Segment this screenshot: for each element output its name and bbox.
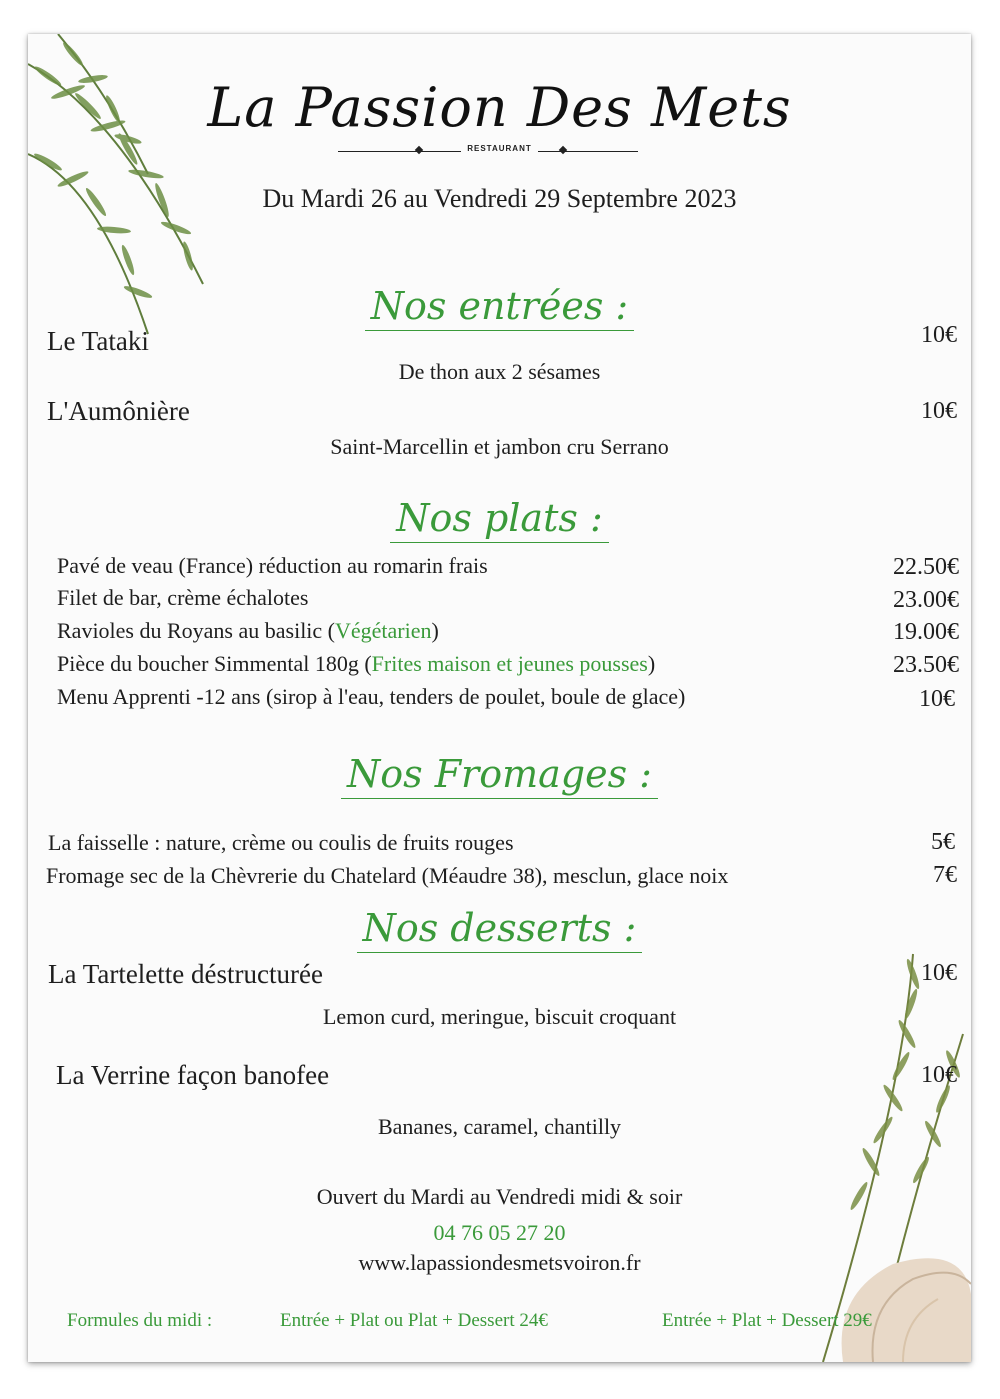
dish-name: Pavé de veau (France) réduction au romarin frais xyxy=(57,553,488,578)
dish-price: 7€ xyxy=(933,862,957,888)
website-link[interactable]: www.lapassiondesmetsvoiron.fr xyxy=(358,1250,641,1275)
formule-option: Entrée + Plat + Dessert 29€ xyxy=(662,1310,872,1331)
section-title-plats: Nos plats : xyxy=(28,496,971,540)
dish-price: 5€ xyxy=(931,829,955,855)
dish-name: Filet de bar, crème échalotes xyxy=(57,585,309,610)
phone-number[interactable]: 04 76 05 27 20 xyxy=(433,1220,566,1245)
dish-name: La faisselle : nature, crème ou coulis de fruits rouges xyxy=(48,830,514,855)
dish-description: Lemon curd, meringue, biscuit croquant xyxy=(322,1004,677,1029)
logo-tagline: RESTAURANT xyxy=(28,144,971,153)
opening-hours: Ouvert du Mardi au Vendredi midi & soir xyxy=(316,1184,683,1209)
menu-card xyxy=(28,34,971,1362)
restaurant-logo: La Passion Des Mets xyxy=(207,76,792,139)
dish-name: La Verrine façon banofee xyxy=(56,1060,330,1090)
rosemary-bottom-right-icon xyxy=(763,934,971,1362)
dish-name: La Tartelette déstructurée xyxy=(48,959,323,989)
dish-name: Menu Apprenti -12 ans (sirop à l'eau, tenders de poulet, boule de glace) xyxy=(57,684,686,709)
dish-price: 23.50€ xyxy=(893,652,959,678)
dish-description: De thon aux 2 sésames xyxy=(398,359,601,384)
dish-price: 10€ xyxy=(921,960,957,986)
section-title-fromages: Nos Fromages : xyxy=(28,752,971,796)
dish-note: Frites maison et jeunes pousses xyxy=(371,651,648,676)
formule-option: Entrée + Plat ou Plat + Dessert 24€ xyxy=(280,1310,548,1331)
dish-price: 23.00€ xyxy=(893,587,959,613)
section-title-entrees: Nos entrées : xyxy=(28,284,971,328)
dish-name: Fromage sec de la Chèvrerie du Chatelard (Méaudre 38), mesclun, glace noix xyxy=(46,863,729,888)
dish-price: 10€ xyxy=(921,398,957,424)
section-title-desserts: Nos desserts : xyxy=(28,906,971,950)
dish-price: 10€ xyxy=(921,1062,957,1088)
dish-name: Pièce du boucher Simmental 180g (Frites maison et jeunes pousses) xyxy=(57,651,656,676)
dish-name: L'Aumônière xyxy=(47,396,190,426)
menu-dates: Du Mardi 26 au Vendredi 29 Septembre 2023 xyxy=(262,184,737,213)
dish-description: Saint-Marcellin et jambon cru Serrano xyxy=(330,434,669,459)
dish-name: Le Tataki xyxy=(47,326,149,356)
dish-price: 19.00€ xyxy=(893,619,959,645)
dish-price: 10€ xyxy=(919,686,955,712)
dish-name: Ravioles du Royans au basilic (Végétarien) xyxy=(57,618,439,643)
logo-tagline-row xyxy=(28,144,971,158)
formules-label: Formules du midi : xyxy=(67,1310,213,1331)
dish-description: Bananes, caramel, chantilly xyxy=(377,1114,622,1139)
dish-note: Végétarien xyxy=(335,618,432,643)
dish-price: 10€ xyxy=(921,322,957,348)
dish-price: 22.50€ xyxy=(893,554,959,580)
